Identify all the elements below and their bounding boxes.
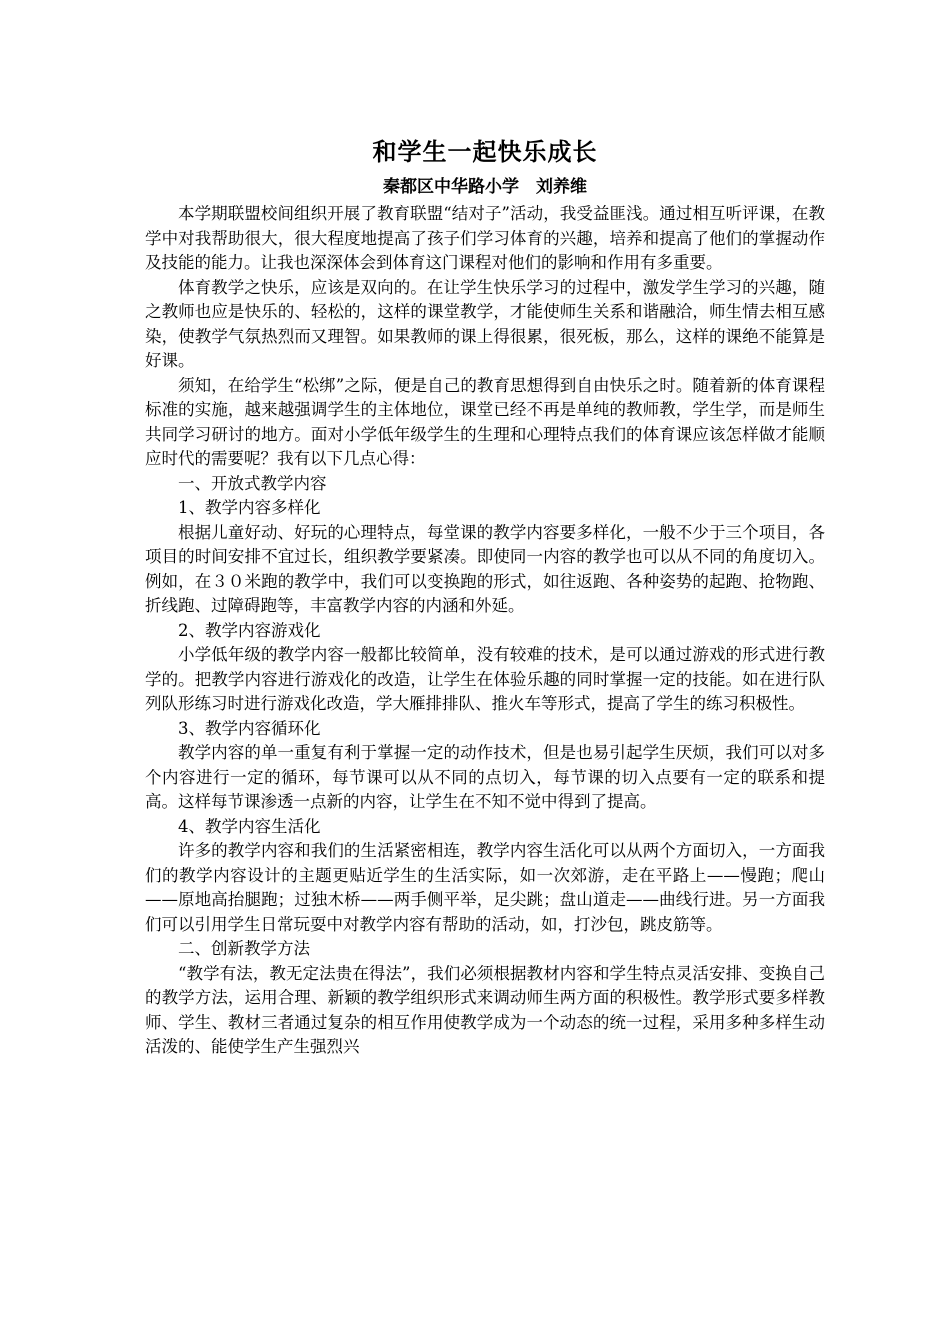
paragraph: 须知，在给学生“松绑”之际，便是自己的教育思想得到自由快乐之时。随着新的体育课程标准的实施，越来越强调学生的主体地位，课堂已经不再是单纯的教师教，学生学，而是师生共同学习研讨的地方。面对小学低年级学生的生理和心理特点我们的体育课应该怎样做才能顺应时代的需要呢？我有以下几点心得： [145, 375, 825, 468]
subsection-heading: 2、教学内容游戏化 [178, 620, 321, 640]
paragraph: 教学内容的单一重复有利于掌握一定的动作技术，但是也易引起学生厌烦，我们可以对多个内容进行一定的循环，每节课可以从不同的点切入，每节课的切入点要有一定的联系和提高。这样每节课渗透一点新的内容，让学生在不知不觉中得到了提高。 [145, 743, 825, 811]
section-heading: 二、创新教学方法 [178, 939, 310, 958]
section-heading: 一、开放式教学内容 [178, 473, 327, 493]
paragraph: 根据儿童好动、好玩的心理特点，每堂课的教学内容要多样化，一般不少于三个项目，各项目的时间安排不宜过长，组织教学要紧凑。即使同一内容的教学也可以从不同的角度切入。例如，在３０米跑的教学中，我们可以变换跑的形式，如往返跑、各种姿势的起跑、抢物跑、折线跑、过障碍跑等，丰富教学内容的内涵和外延。 [145, 522, 825, 615]
paragraph: 许多的教学内容和我们的生活紧密相连，教学内容生活化可以从两个方面切入，一方面我们的教学内容设计的主题更贴近学生的生活实际，如一次郊游，走在平路上——慢跑；爬山——原地高抬腿跑；过独木桥——两手侧平举，足尖跳；盘山道走——曲线行进。另一方面我们可以引用学生日常玩耍中对教学内容有帮助的活动，如，打沙包，跳皮筋等。 [145, 841, 825, 934]
subsection-heading: 1、教学内容多样化 [178, 498, 321, 517]
paragraph: 小学低年级的教学内容一般都比较简单，没有较难的技术，是可以通过游戏的形式进行教学的。把教学内容进行游戏化的改造，让学生在体验乐趣的同时掌握一定的技能。如在进行队列队形练习时进行游戏化改造，学大雁排排队、推火车等形式，提高了学生的练习积极性。 [145, 645, 825, 713]
document-author: 秦都区中华路小学 刘养维 [383, 177, 587, 197]
subsection-heading: 3、教学内容循环化 [178, 718, 321, 738]
paragraph: 本学期联盟校间组织开展了教育联盟“结对子”活动，我受益匪浅。通过相互听评课，在教学中对我帮助很大，很大程度地提高了孩子们学习体育的兴趣，培养和提高了他们的掌握动作及技能的能力。让我也深深体会到体育这门课程对他们的影响和作用有多重要。 [145, 204, 825, 272]
paragraph: 体育教学之快乐，应该是双向的。在让学生快乐学习的过程中，激发学生学习的兴趣，随之教师也应是快乐的、轻松的，这样的课堂教学，才能使师生关系和谐融洽，师生情去相互感染，使教学气氛热烈而又理智。如果教师的课上得很累，很死板，那么，这样的课绝不能算是好课。 [145, 277, 825, 370]
subsection-heading: 4、教学内容生活化 [178, 816, 321, 836]
document-title: 和学生一起快乐成长 [372, 137, 598, 166]
paragraph: “教学有法，教无定法贵在得法”，我们必须根据教材内容和学生特点灵活安排、变换自己的教学方法，运用合理、新颖的教学组织形式来调动师生两方面的积极性。教学形式要多样教师、学生、教材三者通过复杂的相互作用使教学成为一个动态的统一过程，采用多种多样生动活泼的、能使学生产生强烈兴 [145, 963, 825, 1056]
document-body [145, 132, 825, 1060]
